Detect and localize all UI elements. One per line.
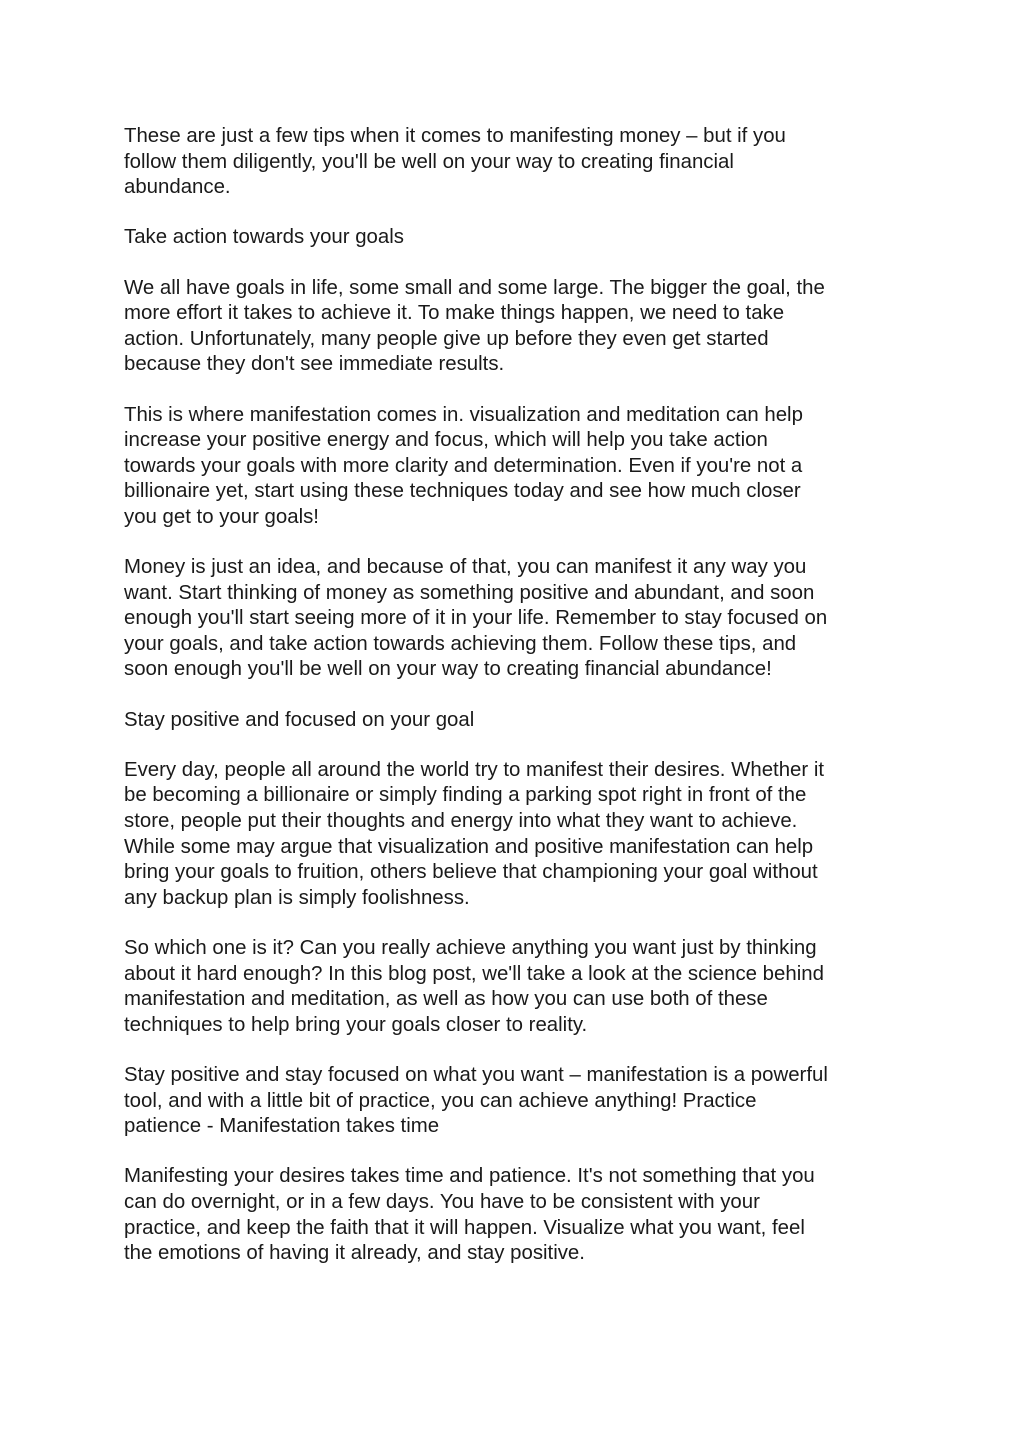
text-line: Every day, people all around the world try to manifest their desires. Whether it: [124, 758, 825, 781]
heading-stay-positive: [124, 708, 904, 734]
text-line: towards your goals with more clarity and determination. Even if you're not a: [124, 454, 803, 477]
text-line: patience - Manifestation takes time: [124, 1115, 440, 1138]
text-line: store, people put their thoughts and energy into what they want to achieve.: [124, 810, 798, 833]
text-line: any backup plan is simply foolishness.: [124, 886, 470, 909]
text-line: you get to your goals!: [124, 505, 319, 528]
document-body: [124, 124, 904, 1291]
text-line: manifestation and meditation, as well as how you can use both of these: [124, 988, 768, 1011]
text-line: Take action towards your goals: [124, 226, 404, 249]
paragraph-every-day: [124, 758, 904, 912]
text-line: Money is just an idea, and because of that, you can manifest it any way you: [124, 556, 807, 579]
text-line: billionaire yet, start using these techniques today and see how much closer: [124, 480, 801, 503]
text-line: Stay positive and stay focused on what you want – manifestation is a powerful: [124, 1063, 828, 1086]
text-line: enough you'll start seeing more of it in your life. Remember to stay focused on: [124, 607, 828, 630]
text-line: because they don't see immediate results.: [124, 353, 505, 376]
text-line: Manifesting your desires takes time and patience. It's not something that you: [124, 1165, 815, 1188]
paragraph-closing-tips: [124, 124, 904, 201]
text-line: So which one is it? Can you really achieve anything you want just by thinking: [124, 937, 817, 959]
text-line: increase your positive energy and focus, which will help you take action: [124, 429, 768, 452]
text-line: Stay positive and focused on your goal: [124, 708, 475, 731]
heading-take-action: [124, 225, 904, 251]
text-line: abundance.: [124, 176, 231, 199]
text-line: about it hard enough? In this blog post, we'll take a look at the science behind: [124, 962, 824, 985]
text-line: techniques to help bring your goals closer to reality.: [124, 1013, 588, 1036]
text-line: your goals, and take action towards achieving them. Follow these tips, and: [124, 632, 797, 655]
text-line: tool, and with a little bit of practice, you can achieve anything! Practice: [124, 1089, 757, 1112]
text-line: want. Start thinking of money as something positive and abundant, and soon: [124, 581, 815, 604]
text-line: more effort it takes to achieve it. To make things happen, we need to take: [124, 302, 785, 325]
paragraph-manifestation-comes-in: [124, 403, 904, 531]
paragraph-money-is-an-idea: [124, 555, 904, 683]
paragraph-stay-focused-practice-patience: [124, 1063, 904, 1140]
text-line: can do overnight, or in a few days. You have to be consistent with your: [124, 1190, 760, 1213]
text-line: bring your goals to fruition, others believe that championing your goal without: [124, 861, 818, 884]
text-line: practice, and keep the faith that it will happen. Visualize what you want, feel: [124, 1216, 805, 1239]
paragraph-which-one-is-it: [124, 936, 904, 1038]
text-line: soon enough you'll be well on your way to creating financial abundance!: [124, 658, 772, 681]
text-line: This is where manifestation comes in. visualization and meditation can help: [124, 403, 803, 426]
text-line: follow them diligently, you'll be well on your way to creating financial: [124, 150, 734, 173]
text-line: We all have goals in life, some small and some large. The bigger the goal, the: [124, 276, 825, 299]
paragraph-manifesting-takes-time: [124, 1164, 904, 1266]
text-line: action. Unfortunately, many people give up before they even get started: [124, 327, 769, 350]
paragraph-goals-in-life: [124, 276, 904, 378]
text-line: be becoming a billionaire or simply finding a parking spot right in front of the: [124, 784, 807, 807]
text-line: the emotions of having it already, and stay positive.: [124, 1242, 585, 1265]
text-line: These are just a few tips when it comes to manifesting money – but if you: [124, 125, 786, 147]
text-line: While some may argue that visualization and positive manifestation can help: [124, 835, 814, 858]
